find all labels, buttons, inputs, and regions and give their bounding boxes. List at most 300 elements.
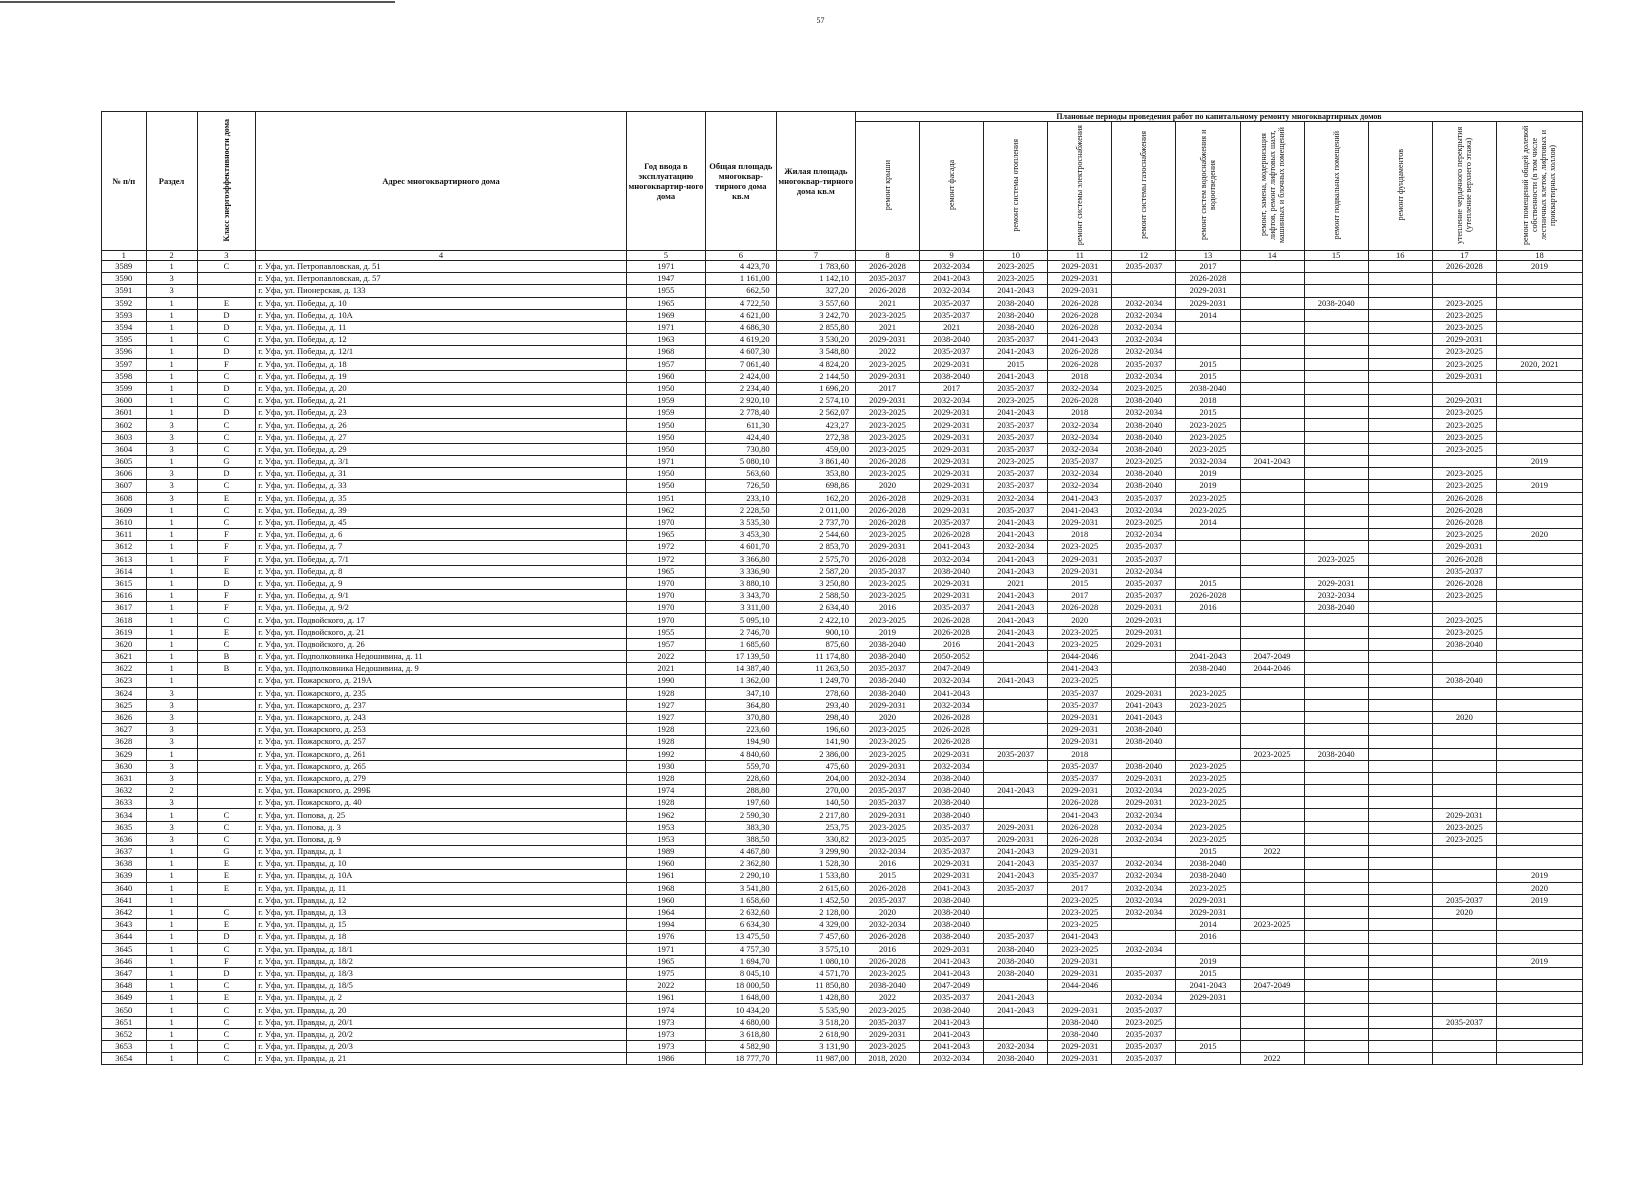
cell-foundation-repair — [1368, 1028, 1432, 1040]
cell-section: 3 — [146, 480, 197, 492]
cell-section: 3 — [146, 711, 197, 723]
cell-water-repair — [1176, 334, 1240, 346]
cell-total-area: 364,80 — [706, 699, 777, 711]
cell-attic-insulation: 2023-2025 — [1432, 346, 1496, 358]
cell-row-number: 3635 — [102, 821, 147, 833]
cell-heating-repair — [984, 651, 1048, 663]
cell-year-built: 1928 — [626, 797, 705, 809]
cell-row-number: 3640 — [102, 882, 147, 894]
cell-electricity-repair: 2029-2031 — [1048, 1041, 1112, 1053]
cell-energy-class: F — [197, 553, 256, 565]
cell-elevator-repair — [1240, 882, 1304, 894]
cell-total-area: 8 045,10 — [706, 967, 777, 979]
cell-total-area: 4 722,50 — [706, 297, 777, 309]
cell-total-area: 7 061,40 — [706, 358, 777, 370]
table-row — [102, 358, 1583, 370]
cell-elevator-repair — [1240, 443, 1304, 455]
cell-electricity-repair: 2026-2028 — [1048, 821, 1112, 833]
cell-roof-repair: 2023-2025 — [855, 736, 919, 748]
cell-living-area: 270,00 — [776, 785, 855, 797]
cell-elevator-repair — [1240, 407, 1304, 419]
cell-electricity-repair: 2023-2025 — [1048, 541, 1112, 553]
cell-year-built: 1950 — [626, 480, 705, 492]
cell-section: 1 — [146, 675, 197, 687]
cell-living-area: 3 299,90 — [776, 846, 855, 858]
cell-basement-repair — [1304, 541, 1368, 553]
cell-foundation-repair — [1368, 663, 1432, 675]
cell-total-area: 223,60 — [706, 724, 777, 736]
cell-water-repair: 2038-2040 — [1176, 858, 1240, 870]
cell-electricity-repair: 2026-2028 — [1048, 602, 1112, 614]
cell-basement-repair — [1304, 760, 1368, 772]
cell-elevator-repair — [1240, 309, 1304, 321]
cell-year-built: 1974 — [626, 1004, 705, 1016]
cell-common-areas-repair — [1496, 711, 1582, 723]
cell-electricity-repair: 2018 — [1048, 529, 1112, 541]
col-header-attic-insulation: утепление чердачного перекрытия (утепление верхнего этажа) — [1432, 122, 1496, 251]
cell-common-areas-repair — [1496, 321, 1582, 333]
cell-elevator-repair — [1240, 1016, 1304, 1028]
cell-energy-class: E — [197, 626, 256, 638]
cell-living-area: 1 783,60 — [776, 261, 855, 273]
col-header-foundation: ремонт фундаментов — [1368, 122, 1432, 251]
cell-water-repair: 2023-2025 — [1176, 760, 1240, 772]
cell-heating-repair: 2041-2043 — [984, 553, 1048, 565]
cell-electricity-repair: 2041-2043 — [1048, 931, 1112, 943]
table-row — [102, 370, 1583, 382]
cell-elevator-repair — [1240, 382, 1304, 394]
cell-elevator-repair — [1240, 711, 1304, 723]
cell-attic-insulation: 2026-2028 — [1432, 516, 1496, 528]
cell-water-repair: 2026-2028 — [1176, 273, 1240, 285]
cell-section: 1 — [146, 407, 197, 419]
cell-facade-repair: 2029-2031 — [920, 870, 984, 882]
cell-water-repair: 2023-2025 — [1176, 492, 1240, 504]
cell-section: 1 — [146, 626, 197, 638]
cell-elevator-repair — [1240, 321, 1304, 333]
cell-basement-repair — [1304, 1004, 1368, 1016]
cell-address: г. Уфа, ул. Подполковника Недошивина, д. 9 — [256, 663, 626, 675]
cell-total-area: 2 632,60 — [706, 906, 777, 918]
cell-roof-repair: 2038-2040 — [855, 638, 919, 650]
cell-elevator-repair — [1240, 590, 1304, 602]
cell-water-repair: 2041-2043 — [1176, 651, 1240, 663]
cell-elevator-repair — [1240, 858, 1304, 870]
cell-gas-repair: 2023-2025 — [1112, 382, 1176, 394]
cell-row-number: 3624 — [102, 687, 147, 699]
cell-heating-repair: 2041-2043 — [984, 846, 1048, 858]
cell-roof-repair: 2035-2037 — [855, 785, 919, 797]
cell-row-number: 3592 — [102, 297, 147, 309]
cell-year-built: 1950 — [626, 419, 705, 431]
cell-common-areas-repair — [1496, 382, 1582, 394]
cell-water-repair: 2016 — [1176, 931, 1240, 943]
cell-gas-repair — [1112, 980, 1176, 992]
cell-year-built: 1963 — [626, 334, 705, 346]
cell-water-repair: 2038-2040 — [1176, 663, 1240, 675]
cell-common-areas-repair — [1496, 626, 1582, 638]
cell-electricity-repair: 2023-2025 — [1048, 894, 1112, 906]
cell-common-areas-repair — [1496, 724, 1582, 736]
cell-attic-insulation — [1432, 785, 1496, 797]
cell-energy-class — [197, 760, 256, 772]
cell-basement-repair: 2038-2040 — [1304, 748, 1368, 760]
cell-gas-repair: 2023-2025 — [1112, 516, 1176, 528]
cell-common-areas-repair — [1496, 638, 1582, 650]
cell-total-area: 2 290,10 — [706, 870, 777, 882]
cell-elevator-repair: 2023-2025 — [1240, 748, 1304, 760]
cell-attic-insulation: 2023-2025 — [1432, 297, 1496, 309]
cell-address: г. Уфа, ул. Победы, д. 3/1 — [256, 456, 626, 468]
cell-basement-repair — [1304, 967, 1368, 979]
cell-elevator-repair — [1240, 809, 1304, 821]
cell-energy-class: C — [197, 1016, 256, 1028]
cell-water-repair — [1176, 809, 1240, 821]
cell-roof-repair: 2023-2025 — [855, 967, 919, 979]
cell-row-number: 3617 — [102, 602, 147, 614]
cell-row-number: 3607 — [102, 480, 147, 492]
cell-heating-repair — [984, 736, 1048, 748]
cell-energy-class: F — [197, 955, 256, 967]
cell-common-areas-repair — [1496, 931, 1582, 943]
cell-gas-repair: 2038-2040 — [1112, 480, 1176, 492]
cell-elevator-repair — [1240, 516, 1304, 528]
cell-section: 1 — [146, 504, 197, 516]
cell-common-areas-repair — [1496, 443, 1582, 455]
cell-gas-repair: 2032-2034 — [1112, 370, 1176, 382]
cell-heating-repair — [984, 760, 1048, 772]
cell-common-areas-repair — [1496, 651, 1582, 663]
cell-facade-repair: 2041-2043 — [920, 955, 984, 967]
cell-basement-repair: 2038-2040 — [1304, 602, 1368, 614]
cell-attic-insulation: 2029-2031 — [1432, 809, 1496, 821]
cell-living-area: 3 557,60 — [776, 297, 855, 309]
cell-total-area: 3 453,30 — [706, 529, 777, 541]
cell-row-number: 3589 — [102, 261, 147, 273]
cell-year-built: 1970 — [626, 577, 705, 589]
cell-attic-insulation: 2038-2040 — [1432, 675, 1496, 687]
cell-attic-insulation — [1432, 870, 1496, 882]
cell-section: 1 — [146, 967, 197, 979]
cell-gas-repair: 2038-2040 — [1112, 724, 1176, 736]
cell-water-repair: 2038-2040 — [1176, 382, 1240, 394]
cell-total-area: 4 757,30 — [706, 943, 777, 955]
cell-heating-repair: 2041-2043 — [984, 626, 1048, 638]
cell-basement-repair — [1304, 468, 1368, 480]
column-number: 5 — [626, 251, 705, 261]
cell-heating-repair: 2015 — [984, 358, 1048, 370]
cell-facade-repair: 2038-2040 — [920, 919, 984, 931]
cell-facade-repair: 2029-2031 — [920, 468, 984, 480]
cell-common-areas-repair — [1496, 297, 1582, 309]
cell-year-built: 1959 — [626, 407, 705, 419]
cell-foundation-repair — [1368, 431, 1432, 443]
cell-year-built: 1971 — [626, 456, 705, 468]
cell-roof-repair: 2023-2025 — [855, 821, 919, 833]
cell-gas-repair: 2032-2034 — [1112, 346, 1176, 358]
cell-water-repair — [1176, 614, 1240, 626]
table-row — [102, 273, 1583, 285]
cell-living-area: 196,60 — [776, 724, 855, 736]
cell-common-areas-repair — [1496, 273, 1582, 285]
cell-common-areas-repair — [1496, 407, 1582, 419]
cell-address: г. Уфа, ул. Правды, д. 20/3 — [256, 1041, 626, 1053]
cell-heating-repair: 2035-2037 — [984, 431, 1048, 443]
cell-section: 3 — [146, 797, 197, 809]
cell-heating-repair: 2041-2043 — [984, 370, 1048, 382]
cell-heating-repair: 2035-2037 — [984, 931, 1048, 943]
cell-common-areas-repair: 2020, 2021 — [1496, 358, 1582, 370]
cell-facade-repair: 2029-2031 — [920, 456, 984, 468]
cell-total-area: 3 541,80 — [706, 882, 777, 894]
cell-row-number: 3615 — [102, 577, 147, 589]
cell-year-built: 1960 — [626, 894, 705, 906]
col-header-living-area: Жилая площадь многоквар-тирного дома кв.м — [776, 112, 855, 251]
cell-common-areas-repair — [1496, 699, 1582, 711]
cell-gas-repair: 2029-2031 — [1112, 797, 1176, 809]
cell-address: г. Уфа, ул. Правды, д. 15 — [256, 919, 626, 931]
cell-total-area: 383,30 — [706, 821, 777, 833]
cell-address: г. Уфа, ул. Правды, д. 18/5 — [256, 980, 626, 992]
cell-basement-repair — [1304, 663, 1368, 675]
cell-electricity-repair — [1048, 992, 1112, 1004]
cell-attic-insulation: 2023-2025 — [1432, 358, 1496, 370]
cell-living-area: 353,80 — [776, 468, 855, 480]
cell-row-number: 3629 — [102, 748, 147, 760]
cell-basement-repair — [1304, 492, 1368, 504]
cell-section: 1 — [146, 565, 197, 577]
cell-common-areas-repair — [1496, 431, 1582, 443]
cell-living-area: 140,50 — [776, 797, 855, 809]
cell-living-area: 1 452,50 — [776, 894, 855, 906]
cell-total-area: 662,50 — [706, 285, 777, 297]
cell-section: 3 — [146, 760, 197, 772]
cell-electricity-repair: 2029-2031 — [1048, 736, 1112, 748]
cell-attic-insulation: 2023-2025 — [1432, 443, 1496, 455]
col-header-section: Раздел — [146, 112, 197, 251]
cell-heating-repair: 2041-2043 — [984, 675, 1048, 687]
cell-foundation-repair — [1368, 297, 1432, 309]
cell-elevator-repair — [1240, 724, 1304, 736]
cell-foundation-repair — [1368, 736, 1432, 748]
table-row — [102, 395, 1583, 407]
table-row — [102, 687, 1583, 699]
cell-water-repair: 2023-2025 — [1176, 687, 1240, 699]
cell-address: г. Уфа, ул. Петропавловская, д. 57 — [256, 273, 626, 285]
cell-energy-class: E — [197, 882, 256, 894]
cell-water-repair: 2029-2031 — [1176, 906, 1240, 918]
cell-row-number: 3621 — [102, 651, 147, 663]
table-row — [102, 1028, 1583, 1040]
table-row — [102, 1016, 1583, 1028]
cell-common-areas-repair: 2019 — [1496, 261, 1582, 273]
cell-foundation-repair — [1368, 699, 1432, 711]
table-row — [102, 1053, 1583, 1065]
cell-foundation-repair — [1368, 395, 1432, 407]
cell-water-repair: 2017 — [1176, 261, 1240, 273]
cell-attic-insulation: 2023-2025 — [1432, 821, 1496, 833]
cell-facade-repair: 2029-2031 — [920, 358, 984, 370]
cell-roof-repair: 2026-2028 — [855, 261, 919, 273]
cell-heating-repair: 2041-2043 — [984, 992, 1048, 1004]
cell-living-area: 330,82 — [776, 833, 855, 845]
cell-facade-repair: 2026-2028 — [920, 736, 984, 748]
cell-address: г. Уфа, ул. Победы, д. 12/1 — [256, 346, 626, 358]
cell-year-built: 2021 — [626, 663, 705, 675]
cell-facade-repair: 2032-2034 — [920, 395, 984, 407]
cell-living-area: 327,20 — [776, 285, 855, 297]
cell-year-built: 1955 — [626, 626, 705, 638]
cell-section: 1 — [146, 590, 197, 602]
cell-year-built: 1992 — [626, 748, 705, 760]
cell-address: г. Уфа, ул. Правды, д. 10 — [256, 858, 626, 870]
cell-basement-repair — [1304, 906, 1368, 918]
cell-total-area: 228,60 — [706, 772, 777, 784]
cell-electricity-repair: 2026-2028 — [1048, 833, 1112, 845]
cell-living-area: 2 144,50 — [776, 370, 855, 382]
cell-living-area: 3 518,20 — [776, 1016, 855, 1028]
cell-year-built: 1994 — [626, 919, 705, 931]
cell-common-areas-repair: 2019 — [1496, 955, 1582, 967]
cell-living-area: 698,86 — [776, 480, 855, 492]
cell-address: г. Уфа, ул. Победы, д. 23 — [256, 407, 626, 419]
table-row — [102, 821, 1583, 833]
cell-common-areas-repair — [1496, 760, 1582, 772]
cell-foundation-repair — [1368, 626, 1432, 638]
cell-facade-repair: 2026-2028 — [920, 626, 984, 638]
cell-electricity-repair: 2029-2031 — [1048, 955, 1112, 967]
cell-address: г. Уфа, ул. Правды, д. 20/1 — [256, 1016, 626, 1028]
cell-year-built: 2022 — [626, 980, 705, 992]
cell-water-repair: 2023-2025 — [1176, 833, 1240, 845]
table-row — [102, 894, 1583, 906]
cell-section: 1 — [146, 1041, 197, 1053]
cell-elevator-repair — [1240, 699, 1304, 711]
column-number: 11 — [1048, 251, 1112, 261]
cell-total-area: 730,80 — [706, 443, 777, 455]
cell-address: г. Уфа, ул. Правды, д. 20/2 — [256, 1028, 626, 1040]
cell-living-area: 141,90 — [776, 736, 855, 748]
cell-living-area: 298,40 — [776, 711, 855, 723]
cell-energy-class: C — [197, 395, 256, 407]
cell-address: г. Уфа, ул. Правды, д. 18 — [256, 931, 626, 943]
cell-attic-insulation: 2023-2025 — [1432, 529, 1496, 541]
cell-row-number: 3643 — [102, 919, 147, 931]
cell-facade-repair: 2029-2031 — [920, 419, 984, 431]
cell-electricity-repair: 2026-2028 — [1048, 358, 1112, 370]
col-header-energy-class: Класс энергоэффективности дома — [197, 112, 256, 251]
cell-energy-class: C — [197, 419, 256, 431]
cell-facade-repair: 2038-2040 — [920, 809, 984, 821]
column-number: 8 — [855, 251, 919, 261]
cell-common-areas-repair — [1496, 1041, 1582, 1053]
col-header-heating: ремонт системы отопления — [984, 122, 1048, 251]
cell-facade-repair: 2032-2034 — [920, 553, 984, 565]
cell-section: 1 — [146, 1004, 197, 1016]
cell-roof-repair: 2038-2040 — [855, 687, 919, 699]
cell-foundation-repair — [1368, 906, 1432, 918]
cell-facade-repair: 2029-2031 — [920, 431, 984, 443]
cell-foundation-repair — [1368, 992, 1432, 1004]
cell-elevator-repair — [1240, 833, 1304, 845]
cell-elevator-repair — [1240, 602, 1304, 614]
col-header-facade: ремонт фасада — [920, 122, 984, 251]
cell-facade-repair: 2035-2037 — [920, 846, 984, 858]
cell-living-area: 2 128,00 — [776, 906, 855, 918]
cell-total-area: 1 161,00 — [706, 273, 777, 285]
cell-section: 3 — [146, 833, 197, 845]
cell-basement-repair — [1304, 285, 1368, 297]
cell-elevator-repair — [1240, 541, 1304, 553]
cell-attic-insulation — [1432, 273, 1496, 285]
cell-facade-repair: 2035-2037 — [920, 821, 984, 833]
cell-address: г. Уфа, ул. Правды, д. 18/2 — [256, 955, 626, 967]
table-row — [102, 919, 1583, 931]
cell-row-number: 3593 — [102, 309, 147, 321]
cell-common-areas-repair — [1496, 1028, 1582, 1040]
cell-elevator-repair — [1240, 821, 1304, 833]
cell-address: г. Уфа, ул. Пожарского, д. 237 — [256, 699, 626, 711]
cell-water-repair: 2015 — [1176, 577, 1240, 589]
cell-elevator-repair — [1240, 553, 1304, 565]
cell-facade-repair: 2038-2040 — [920, 370, 984, 382]
cell-section: 3 — [146, 772, 197, 784]
cell-water-repair: 2023-2025 — [1176, 821, 1240, 833]
cell-foundation-repair — [1368, 638, 1432, 650]
cell-row-number: 3653 — [102, 1041, 147, 1053]
cell-elevator-repair — [1240, 492, 1304, 504]
cell-roof-repair: 2029-2031 — [855, 1028, 919, 1040]
cell-heating-repair — [984, 772, 1048, 784]
cell-basement-repair — [1304, 382, 1368, 394]
table-row — [102, 760, 1583, 772]
capital-repair-table — [101, 111, 1583, 1065]
cell-year-built: 1965 — [626, 529, 705, 541]
cell-attic-insulation: 2035-2037 — [1432, 1016, 1496, 1028]
table-row — [102, 1041, 1583, 1053]
cell-basement-repair — [1304, 955, 1368, 967]
cell-attic-insulation: 2035-2037 — [1432, 894, 1496, 906]
cell-water-repair — [1176, 748, 1240, 760]
cell-electricity-repair: 2017 — [1048, 882, 1112, 894]
cell-total-area: 347,10 — [706, 687, 777, 699]
cell-electricity-repair: 2023-2025 — [1048, 638, 1112, 650]
cell-total-area: 194,90 — [706, 736, 777, 748]
cell-section: 1 — [146, 261, 197, 273]
cell-attic-insulation: 2029-2031 — [1432, 395, 1496, 407]
cell-water-repair — [1176, 321, 1240, 333]
cell-year-built: 1990 — [626, 675, 705, 687]
cell-total-area: 14 387,40 — [706, 663, 777, 675]
cell-elevator-repair — [1240, 565, 1304, 577]
cell-living-area: 2 386,00 — [776, 748, 855, 760]
cell-roof-repair: 2023-2025 — [855, 468, 919, 480]
page-number: 57 — [816, 16, 825, 25]
cell-facade-repair: 2017 — [920, 382, 984, 394]
cell-address: г. Уфа, ул. Победы, д. 39 — [256, 504, 626, 516]
cell-row-number: 3646 — [102, 955, 147, 967]
cell-facade-repair: 2035-2037 — [920, 309, 984, 321]
cell-common-areas-repair — [1496, 1004, 1582, 1016]
cell-section: 1 — [146, 602, 197, 614]
cell-basement-repair — [1304, 456, 1368, 468]
cell-total-area: 4 621,00 — [706, 309, 777, 321]
cell-energy-class: C — [197, 480, 256, 492]
cell-elevator-repair — [1240, 346, 1304, 358]
cell-elevator-repair — [1240, 431, 1304, 443]
cell-gas-repair: 2038-2040 — [1112, 395, 1176, 407]
table-row — [102, 382, 1583, 394]
